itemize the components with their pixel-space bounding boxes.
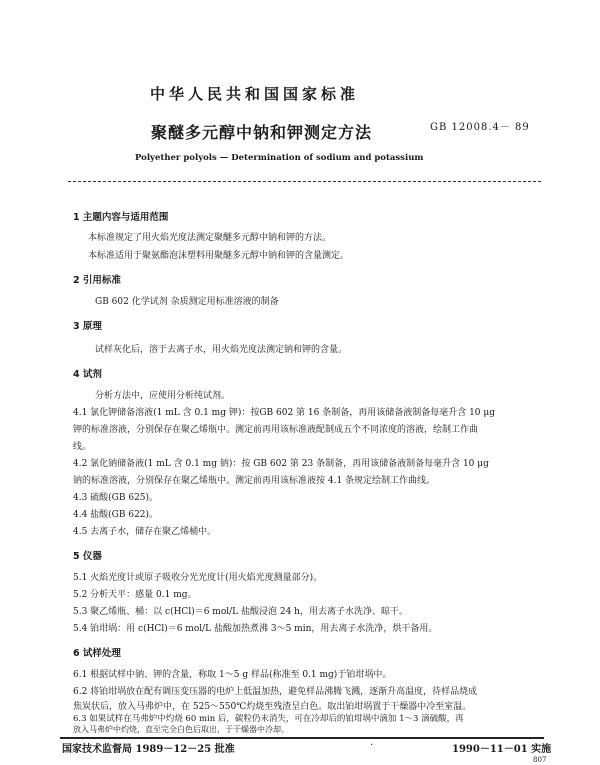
paragraph: 试样灰化后，溶于去离子水，用火焰光度法测定钠和钾的含量。 [95, 345, 348, 355]
section-heading-reagents: 4 试剂 [73, 369, 102, 380]
paragraph: 6.3 如果试样在马弗炉中灼烧 60 min 后，碳粒仍未消失，可在冷却后的铂坩埚中滴加 1～3 滴硫酸，再 [73, 714, 464, 724]
paragraph: 4.3 硫酸(GB 625)。 [73, 493, 159, 503]
paragraph: 5.1 火焰光度计或原子吸收分光光度计(用火焰光度测量部分)。 [73, 573, 323, 583]
section-heading-references: 2 引用标准 [73, 275, 121, 286]
paragraph: 5.3 聚乙烯瓶、桶：以 c(HCl)＝6 mol/L 盐酸浸泡 24 h，用去离子水洗净、晾干。 [73, 607, 408, 617]
document-title: 聚醚多元醇中钠和钾测定方法 [151, 123, 373, 142]
paragraph: 本标准规定了用火焰光度法测定聚醚多元醇中钠和钾的方法。 [88, 233, 332, 243]
paragraph: 6.1 根据试样中钠、钾的含量，称取 1～5 g 样品(称准至 0.1 mg)于铂坩埚中。 [73, 670, 392, 680]
header-divider [68, 181, 541, 182]
paragraph: 5.2 分析天平：感量 0.1 mg。 [73, 590, 197, 600]
paragraph: 4.5 去离子水，储存在聚乙烯桶中。 [73, 527, 217, 537]
approval-date: 国家技术监督局 1989－12－25 批准 [62, 744, 235, 755]
paragraph: GB 602 化学试剂 杂质测定用标准溶液的制备 [95, 297, 279, 307]
paragraph: 本标准适用于聚氨酯泡沫塑料用聚醚多元醇中钠和钾的含量测定。 [88, 251, 350, 261]
paragraph: 放入马弗炉中灼烧，直至完全白色后取出，于干燥器中冷却。 [73, 725, 289, 734]
paragraph: 钾的标准溶液，分别保存在聚乙烯瓶中。测定前再用该标准液配制成五个不同浓度的溶液，绘制工作曲 [73, 425, 479, 435]
paragraph: 焦炭状后，放入马弗炉中，在 525～550℃灼烧至残渣呈白色。取出铂坩埚置于干燥器中冷至室温。 [73, 702, 472, 712]
effective-date: 1990－11－01 实施 [452, 744, 552, 755]
section-heading-sample-prep: 6 试样处理 [73, 648, 121, 659]
paragraph: 4.2 氯化钠储备液(1 mL 含 0.1 mg 钠)：按 GB 602 第 23 条制备，再用该储备液制备每毫升含 10 μg [73, 459, 489, 469]
footer-rule [60, 737, 544, 739]
footer-dot: · [370, 740, 374, 751]
document-title-english: Polyether polyols — Determination of sodium and potassium [135, 153, 424, 163]
paragraph: 4.4 盐酸(GB 622)。 [73, 510, 159, 520]
section-heading-instruments: 5 仪器 [73, 551, 102, 562]
page-number: 807 [533, 756, 547, 764]
paragraph: 5.4 铂坩埚：用 c(HCl)＝6 mol/L 盐酸加热煮沸 3～5 min，用去离子水洗净，烘干备用。 [73, 624, 438, 634]
paragraph: 钠的标准溶液，分别保存在聚乙烯瓶中。测定前再用该标准液按 4.1 条规定绘制工作曲线。 [73, 476, 436, 486]
section-heading-principle: 3 原理 [73, 321, 102, 332]
standard-number: GB 12008.4－ 89 [430, 122, 530, 133]
paragraph: 4.1 氯化钾储备溶液(1 mL 含 0.1 mg 钾)：按GB 602 第 16 条制备，再用该储备液制备每毫升含 10 μg [73, 408, 496, 418]
paragraph: 线。 [73, 442, 92, 452]
paragraph: 6.2 将铂坩埚放在配有调压变压器的电炉上低温加热，避免样品沸腾飞溅，逐渐升高温度，待样品烧成 [73, 687, 478, 697]
section-heading-scope: 1 主题内容与适用范围 [73, 212, 169, 223]
paragraph: 分析方法中，应使用分析纯试剂。 [95, 391, 231, 401]
standard-org-title: 中华人民共和国国家标准 [150, 85, 360, 103]
